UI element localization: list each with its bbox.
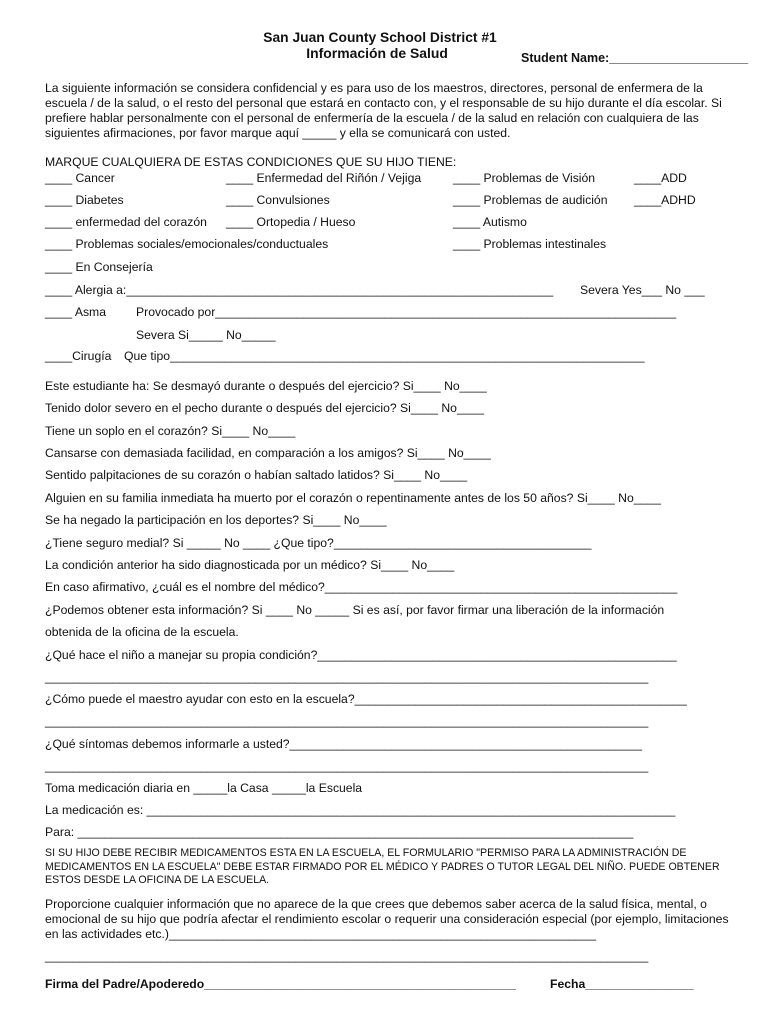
question-doctor-name[interactable]: En caso afirmativo, ¿cuál es el nombre del médico?____________________________________________________ [45, 580, 678, 594]
answer-line[interactable]: _________________________________________________________________________________________ [45, 670, 649, 684]
question-denied-sports[interactable]: Se ha negado la participación en los deportes? Si____ No____ [45, 513, 387, 527]
question-daily-medication[interactable]: Toma medicación diaria en _____la Casa _____la Escuela [45, 781, 363, 795]
surgery-type-field[interactable]: Que tipo______________________________________________________________________ [124, 349, 645, 363]
condition-heart[interactable]: ____ enfermedad del corazón [45, 215, 207, 229]
condition-seizures[interactable]: ____ Convulsiones [226, 193, 330, 207]
allergy-severity[interactable]: Severa Yes___ No ___ [580, 283, 705, 297]
medication-purpose-field[interactable]: Para: __________________________________________________________________________________ [45, 825, 634, 839]
question-chest-pain[interactable]: Tenido dolor severo en el pecho durante o después del ejercicio? Si____ No____ [45, 401, 485, 415]
condition-intestinal[interactable]: ____ Problemas intestinales [453, 237, 607, 251]
question-self-management[interactable]: ¿Qué hace el niño a manejar su propia condición?_____________________________________________________ [45, 648, 677, 662]
question-obtain-info-cont: obtenida de la oficina de la escuela. [45, 625, 239, 639]
question-heart-murmur[interactable]: Tiene un soplo en el corazón? Si____ No____ [45, 424, 296, 438]
condition-adhd[interactable]: ____ADHD [634, 193, 696, 207]
question-diagnosed[interactable]: La condición anterior ha sido diagnosticada por un médico? Si____ No____ [45, 558, 455, 572]
condition-cancer[interactable]: ____ Cancer [45, 171, 115, 185]
form-title-district: San Juan County School District #1 [263, 29, 497, 45]
condition-add[interactable]: ____ADD [634, 171, 687, 185]
question-palpitations[interactable]: Sentido palpitaciones de su corazón o habían saltado latidos? Si____ No____ [45, 468, 468, 482]
answer-line[interactable]: _________________________________________________________________________________________ [45, 759, 649, 773]
condition-kidney[interactable]: ____ Enfermedad del Riñón / Vejiga [226, 171, 422, 185]
question-insurance[interactable]: ¿Tiene seguro medial? Si _____ No ____ ¿Que tipo?______________________________________ [45, 536, 592, 550]
answer-line[interactable]: _________________________________________________________________________________________ [45, 949, 649, 963]
additional-info-paragraph[interactable]: Proporcione cualquier información que no aparece de la que crees que debemos saber acerca de la salud física, mental, o emocional de su hijo que podría afectar el rendimiento escolar o requerir una consideración especial (por ejemplo, limitaciones en las actividades etc.)_______________________________________________________________ [45, 897, 729, 941]
condition-autism[interactable]: ____ Autismo [453, 215, 527, 229]
question-teacher-help[interactable]: ¿Cómo puede el maestro ayudar con esto en la escuela?_________________________________________________ [45, 692, 687, 706]
student-name-field[interactable]: Student Name:____________________ [521, 51, 749, 65]
question-family-history[interactable]: Alguien en su familia inmediata ha muerto por el corazón o repentinamente antes de los 50 años? Si____ No____ [45, 491, 661, 505]
condition-social-emotional[interactable]: ____ Problemas sociales/emocionales/conductuales [45, 237, 329, 251]
form-title-health: Información de Salud [306, 45, 448, 61]
date-field[interactable]: Fecha________________ [550, 977, 694, 991]
answer-line[interactable]: _________________________________________________________________________________________ [45, 714, 649, 728]
condition-allergy[interactable]: ____ Alergia a:_______________________________________________________________ [45, 283, 554, 297]
condition-orthopedic[interactable]: ____ Ortopedia / Hueso [226, 215, 356, 229]
condition-hearing[interactable]: ____ Problemas de audición [453, 193, 608, 207]
question-symptoms[interactable]: ¿Qué síntomas debemos informarle a usted?____________________________________________________ [45, 737, 643, 751]
medication-notice: SI SU HIJO DEBE RECIBIR MEDICAMENTOS ESTA EN LA ESCUELA, EL FORMULARIO "PERMISO PARA LA ADMINISTRACIÓN DE MEDICAMENTOS EN LA ESCUELA" DEBE ESTAR FIRMADO POR EL MÉDICO Y PADRES O TUTOR LEGAL DEL NIÑO. PUEDE OBTENER ESTOS DESDE LA OFICINA DE LA ESCUELA. [45, 847, 720, 886]
condition-diabetes[interactable]: ____ Diabetes [45, 193, 124, 207]
parent-signature-field[interactable]: Firma del Padre/Apoderedo______________________________________________ [45, 977, 516, 991]
asthma-trigger-field[interactable]: Provocado por____________________________________________________________________ [136, 305, 677, 319]
condition-surgery[interactable]: ____Cirugía [45, 349, 112, 363]
question-obtain-info[interactable]: ¿Podemos obtener esta información? Si ____ No _____ Si es así, por favor firmar una liberación de la información [45, 603, 665, 617]
condition-asthma[interactable]: ____ Asma [45, 305, 106, 319]
question-tires-easily[interactable]: Cansarse con demasiada facilidad, en comparación a los amigos? Si____ No____ [45, 446, 491, 460]
condition-counseling[interactable]: ____ En Consejería [45, 260, 153, 274]
asthma-severity[interactable]: Severa Si_____ No_____ [136, 328, 276, 342]
conditions-heading: MARQUE CUALQUIERA DE ESTAS CONDICIONES QUE SU HIJO TIENE: [45, 155, 457, 169]
intro-paragraph: La siguiente información se considera confidencial y es para uso de los maestros, directores, personal de enfermera de la escuela / de la salud, o el resto del personal que estará en contacto con, y el responsable de su hijo durante el día escolar. Si prefiere hablar personalmente con el personal de enfermería de la escuela / de la salud en relación con cualquiera de las siguientes afirmaciones, por favor marque aquí _____ y ella se comunicará con usted. [45, 81, 722, 140]
question-fainted[interactable]: Este estudiante ha: Se desmayó durante o después del ejercicio? Si____ No____ [45, 379, 487, 393]
condition-vision[interactable]: ____ Problemas de Visión [453, 171, 596, 185]
medication-field[interactable]: La medicación es: ______________________________________________________________________________ [45, 803, 676, 817]
